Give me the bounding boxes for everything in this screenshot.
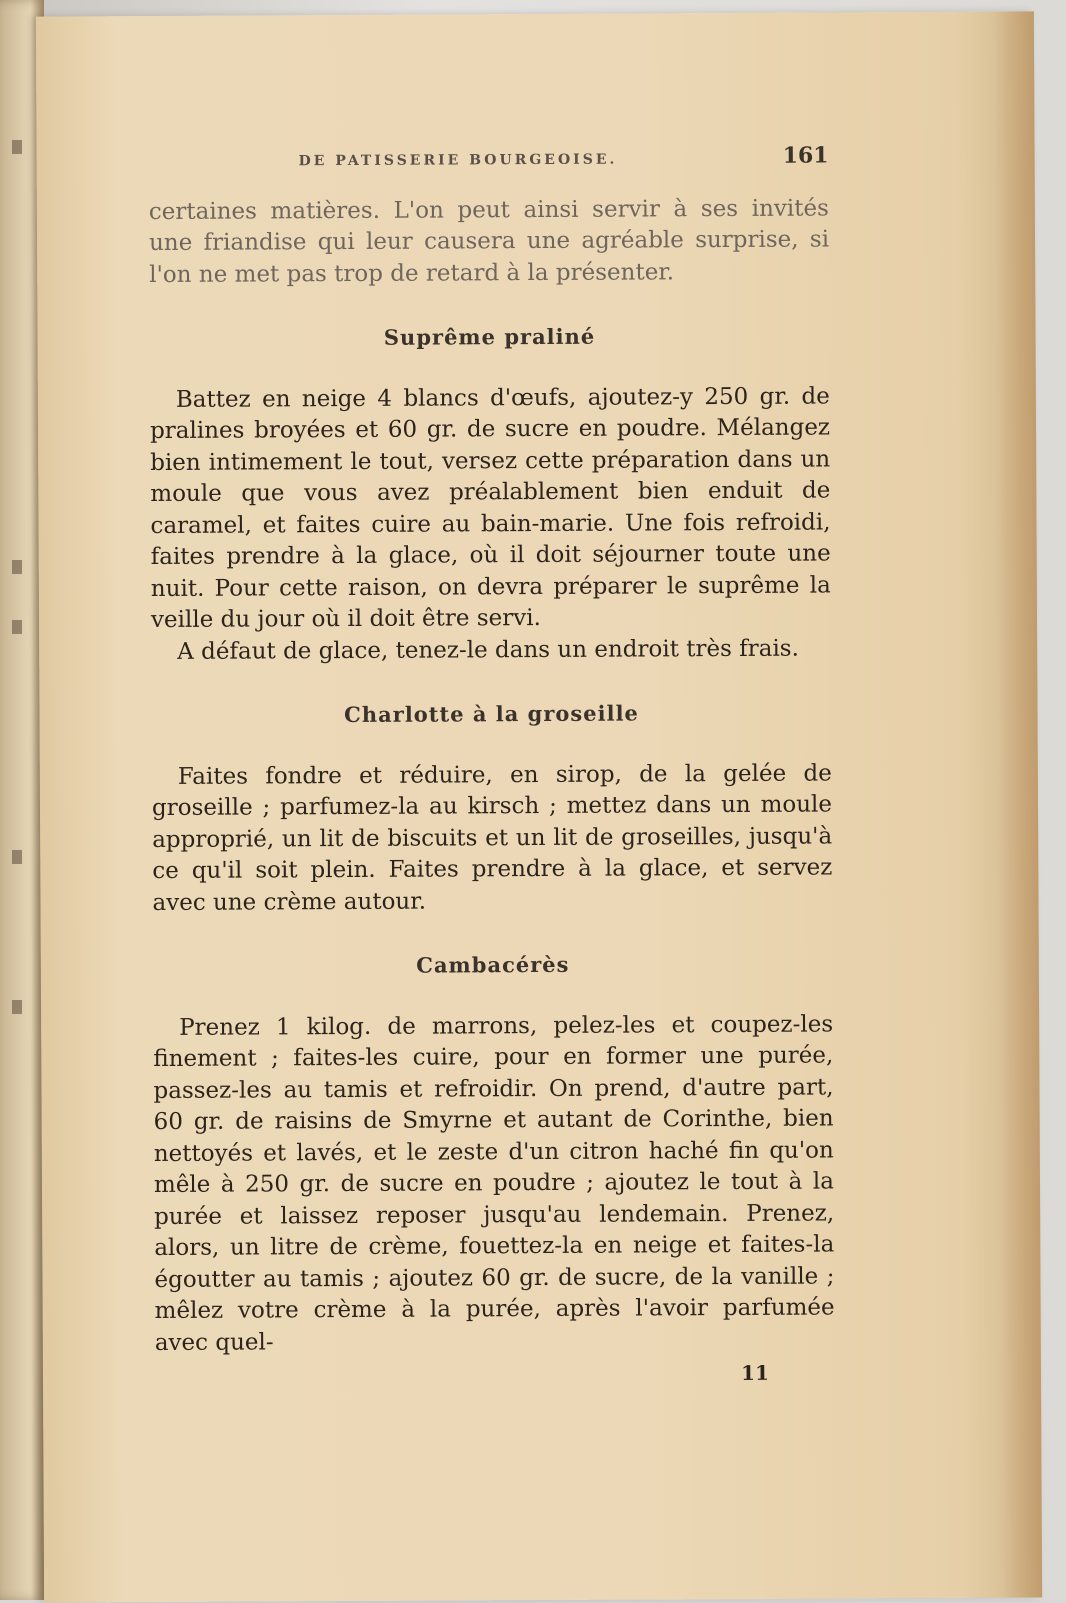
- ink-mark: [12, 620, 22, 634]
- page-text-block: [149, 140, 836, 1392]
- recipe-paragraph: Prenez 1 kilog. de marrons, pelez-les et coupez-les finement ; faites-les cuire, pour en former une purée, passez-les au tamis et refroidir. On prend, d'autre part, 60 gr. de raisins de Smyrne et autant de Corinthe, bien nettoyés et lavés, et le zeste d'un citron haché fin qu'on mêle à 250 gr. de sucre en poudre ; ajoutez le tout à la purée et laissez reposer jusqu'au lendemain. Prenez, alors, un litre de crème, fouettez-la en neige et faites-la égoutter au tamis ; ajoutez 60 gr. de sucre, de la vanille ; mêlez votre crème à la purée, après l'avoir parfumée avec quel-: [153, 1010, 835, 1356]
- page-edge-shading: [994, 11, 1042, 1597]
- running-head: [299, 140, 829, 177]
- signature-mark: 11: [741, 1360, 770, 1385]
- ink-mark: [12, 140, 22, 154]
- ink-mark: [12, 560, 22, 574]
- recipe-paragraph: Battez en neige 4 blancs d'œufs, ajoutez-y 250 gr. de pralines broyées et 60 gr. de sucre en poudre. Mélangez bien intimement le tout, versez cette préparation dans un moule que vous avez préalablement bien enduit de caramel, et faites cuire au bain-marie. Une fois refroidi, faites prendre à la glace, où il doit séjourner toute une nuit. Pour cette raison, on devra préparer le suprême la veille du jour où il doit être servi.: [149, 382, 831, 634]
- book-page: [36, 11, 1042, 1602]
- recipe-paragraph: A défaut de glace, tenez-le dans un endroit très frais.: [177, 635, 799, 665]
- recipe-title-supreme-praline: Suprême praliné: [383, 323, 596, 350]
- running-title: DE PATISSERIE BOURGEOISE.: [298, 151, 618, 170]
- ink-mark: [12, 850, 22, 864]
- ink-mark: [12, 1000, 22, 1014]
- recipe-paragraph: Faites fondre et réduire, en sirop, de la gelée de groseille ; parfumez-la au kirsch ; mettez dans un moule approprié, un lit de biscuits et un lit de groseilles, jusqu'à ce qu'il soit plein. Faites prendre à la glace, et servez avec une crème autour.: [151, 759, 833, 916]
- page-number: 161: [782, 142, 829, 169]
- recipe-title-cambaceres: Cambacérès: [416, 951, 570, 978]
- opening-paragraph: certaines matières. L'on peut ainsi servir à ses invités une friandise qui leur causera une agréable surprise, si l'on ne met pas trop de retard à la présenter.: [148, 194, 830, 288]
- recipe-title-charlotte: Charlotte à la groseille: [344, 700, 639, 728]
